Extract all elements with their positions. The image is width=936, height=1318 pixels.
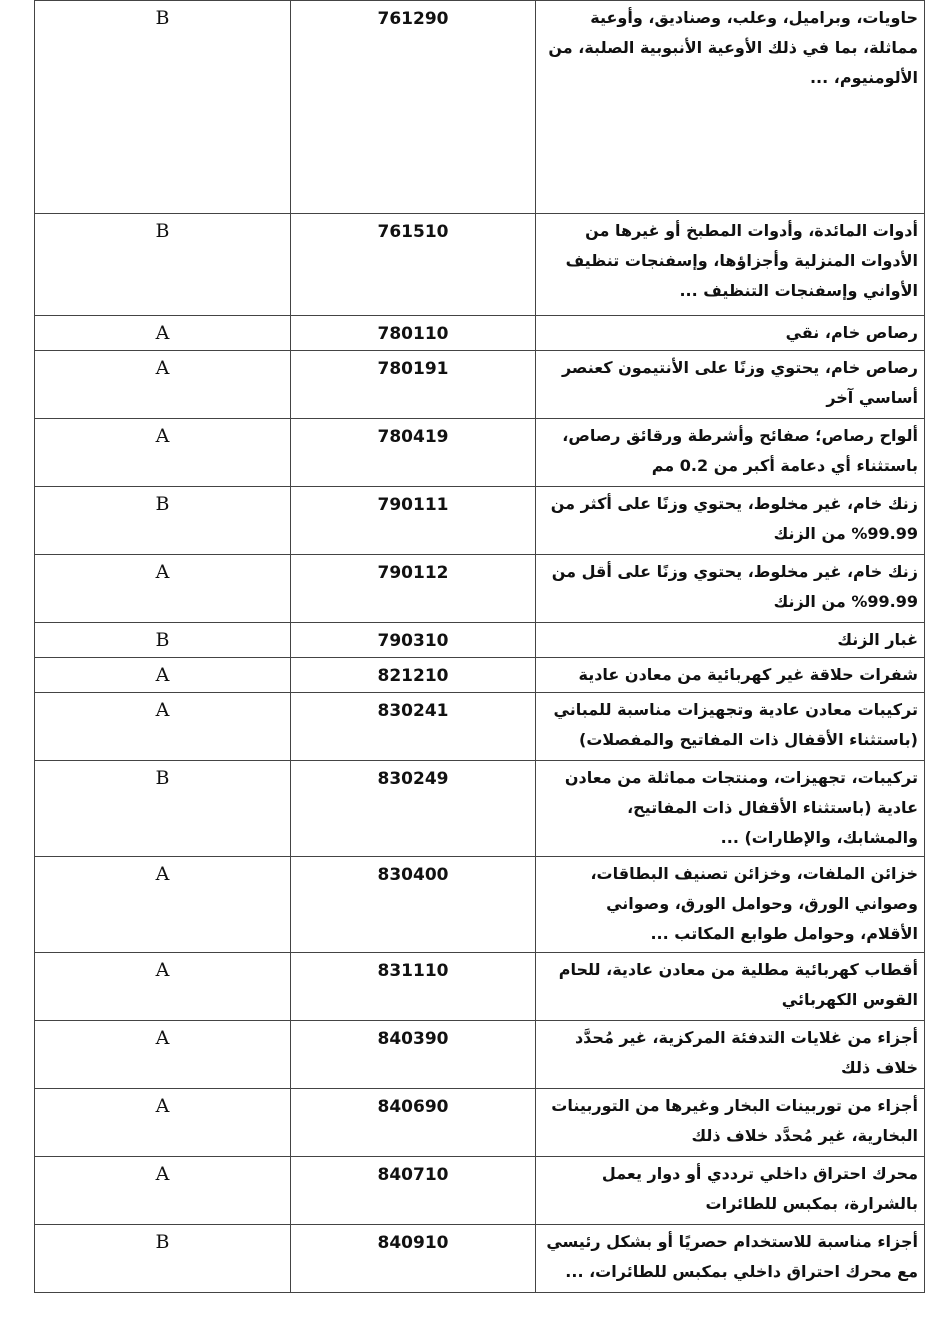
hs-code-cell: 780419 bbox=[291, 419, 536, 487]
hs-code-cell: 761290 bbox=[291, 1, 536, 214]
tariff-table bbox=[34, 0, 925, 1293]
description-cell: محرك احتراق داخلي ترددي أو دوار يعمل بالشرارة، بمكبس للطائرات bbox=[536, 1157, 925, 1225]
category-cell: A bbox=[35, 693, 291, 761]
description-cell: شفرات حلاقة غير كهربائية من معادن عادية bbox=[536, 658, 925, 693]
hs-code-cell: 830400 bbox=[291, 857, 536, 953]
category-cell: A bbox=[35, 1021, 291, 1089]
category-cell: B bbox=[35, 487, 291, 555]
table-row bbox=[35, 1089, 925, 1157]
category-cell: A bbox=[35, 953, 291, 1021]
description-cell: رصاص خام، نقي bbox=[536, 316, 925, 351]
table-row bbox=[35, 953, 925, 1021]
description-cell: أدوات المائدة، وأدوات المطبخ أو غيرها من الأدوات المنزلية وأجزاؤها، وإسفنجات تنظيف الأواني وإسفنجات التنظيف ... bbox=[536, 214, 925, 316]
table-row bbox=[35, 1157, 925, 1225]
category-cell: A bbox=[35, 555, 291, 623]
category-cell: B bbox=[35, 1225, 291, 1293]
table-row bbox=[35, 487, 925, 555]
hs-code-cell: 840690 bbox=[291, 1089, 536, 1157]
table-row bbox=[35, 214, 925, 316]
hs-code-cell: 761510 bbox=[291, 214, 536, 316]
description-cell: ألواح رصاص؛ صفائح وأشرطة ورقائق رصاص، باستثناء أي دعامة أكبر من 0.2 مم bbox=[536, 419, 925, 487]
table-row bbox=[35, 658, 925, 693]
description-cell: تركيبات معادن عادية وتجهيزات مناسبة للمباني (باستثناء الأقفال ذات المفاتيح والمفصلات) bbox=[536, 693, 925, 761]
table-row bbox=[35, 857, 925, 953]
category-cell: B bbox=[35, 623, 291, 658]
hs-code-cell: 790310 bbox=[291, 623, 536, 658]
description-cell: زنك خام، غير مخلوط، يحتوي وزنًا على أكثر من 99.99% من الزنك bbox=[536, 487, 925, 555]
table-row bbox=[35, 623, 925, 658]
hs-code-cell: 790112 bbox=[291, 555, 536, 623]
description-cell: أقطاب كهربائية مطلية من معادن عادية، للحام القوس الكهربائي bbox=[536, 953, 925, 1021]
category-cell: B bbox=[35, 1, 291, 214]
hs-code-cell: 831110 bbox=[291, 953, 536, 1021]
category-cell: B bbox=[35, 761, 291, 857]
hs-code-cell: 780191 bbox=[291, 351, 536, 419]
category-cell: A bbox=[35, 658, 291, 693]
description-cell: حاويات، وبراميل، وعلب، وصناديق، وأوعية مماثلة، بما في ذلك الأوعية الأنبوبية الصلبة، من الألومنيوم، ... bbox=[536, 1, 925, 214]
category-cell: A bbox=[35, 857, 291, 953]
hs-code-cell: 840910 bbox=[291, 1225, 536, 1293]
description-cell: زنك خام، غير مخلوط، يحتوي وزنًا على أقل من 99.99% من الزنك bbox=[536, 555, 925, 623]
category-cell: A bbox=[35, 1157, 291, 1225]
description-cell: رصاص خام، يحتوي وزنًا على الأنتيمون كعنصر أساسي آخر bbox=[536, 351, 925, 419]
table-row bbox=[35, 1, 925, 214]
hs-code-cell: 780110 bbox=[291, 316, 536, 351]
table-row bbox=[35, 1225, 925, 1293]
category-cell: A bbox=[35, 351, 291, 419]
category-cell: A bbox=[35, 419, 291, 487]
category-cell: A bbox=[35, 316, 291, 351]
description-cell: أجزاء مناسبة للاستخدام حصريًا أو بشكل رئيسي مع محرك احتراق داخلي بمكبس للطائرات، ... bbox=[536, 1225, 925, 1293]
table-row bbox=[35, 1021, 925, 1089]
table-row bbox=[35, 351, 925, 419]
table-row bbox=[35, 693, 925, 761]
description-cell: أجزاء من غلايات التدفئة المركزية، غير مُحدَّد خلاف ذلك bbox=[536, 1021, 925, 1089]
hs-code-cell: 830241 bbox=[291, 693, 536, 761]
hs-code-cell: 840390 bbox=[291, 1021, 536, 1089]
hs-code-cell: 821210 bbox=[291, 658, 536, 693]
table-row bbox=[35, 419, 925, 487]
hs-code-cell: 840710 bbox=[291, 1157, 536, 1225]
table-row bbox=[35, 555, 925, 623]
description-cell: تركيبات، تجهيزات، ومنتجات مماثلة من معادن عادية (باستثناء الأقفال ذات المفاتيح، والمشابك، والإطارات) ... bbox=[536, 761, 925, 857]
table-row bbox=[35, 316, 925, 351]
category-cell: B bbox=[35, 214, 291, 316]
description-cell: خزائن الملفات، وخزائن تصنيف البطاقات، وصواني الورق، وحوامل الورق، وصواني الأقلام، وحوامل طوابع المكاتب ... bbox=[536, 857, 925, 953]
category-cell: A bbox=[35, 1089, 291, 1157]
table-row bbox=[35, 761, 925, 857]
description-cell: أجزاء من توربينات البخار وغيرها من التوربينات البخارية، غير مُحدَّد خلاف ذلك bbox=[536, 1089, 925, 1157]
hs-code-cell: 790111 bbox=[291, 487, 536, 555]
description-cell: غبار الزنك bbox=[536, 623, 925, 658]
hs-code-cell: 830249 bbox=[291, 761, 536, 857]
